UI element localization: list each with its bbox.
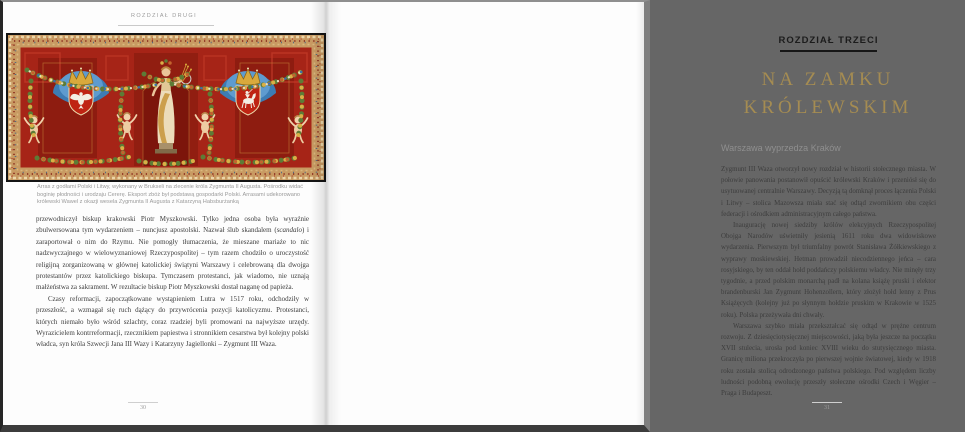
chapter-rule — [780, 50, 877, 52]
chapter-label: ROZDZIAŁ TRZECI — [778, 35, 879, 46]
page-number: 31 — [824, 405, 830, 411]
paragraph: Warszawa szybko miała przekształcać się odtąd w prężne centrum rozwoju. Z dziesięciotysięcznej miejscowości, jaką była jeszcze na początku XVII stulecia, urosła pod koniec XVIII wieku do stutysięcznego miasta. Granicę miliona przekroczyła po pierwszej wojnie światowej, kiedy w 1918 roku została stolicą odrodzonego państwa polskiego. Pod względem liczby ludności podobną ewolucję przeszły stołeczne ośrodki Czech i Węgier – Praga i Budapeszt. — [721, 322, 936, 398]
paragraph: Inaugurację nowej siedziby królów elekcyjnych Rzeczypospolitej Obojga Narodów uświetniły jesienią 1611 roku dwa widowiskowe wydarzenia. Pierwszym był triumfalny powrót Stanisława Żółkiewskiego z wyprawy moskiewskiej. Hetman prowadził niecodziennego jeńca – cara rosyjskiego, by ten oddał hołd poddańczy polskiemu władcy. Nie minęły trzy tygodnie, a przed polskim monarchą padł na kolana książę pruski i elektor brandenburski Jan Zygmunt Hohenzollern, który złożył hołd lenny z Prus Książęcych (kolejny już po słynnym hołdzie pruskim w Krakowie w 1525 roku). Polska przeżywała dni chwały. — [721, 222, 936, 319]
folio-rule — [812, 402, 842, 403]
page-edge-shadow — [636, 2, 644, 425]
page-number: 30 — [140, 405, 146, 411]
left-page — [3, 2, 325, 425]
left-body-text — [36, 214, 309, 351]
book-spread — [3, 2, 936, 425]
running-header-rule — [118, 25, 214, 26]
right-page — [325, 2, 936, 425]
right-folio — [797, 402, 857, 411]
image-caption: Arras z godłami Polski i Litwy, wykonany w Brukseli na zlecenie króla Zygmunta II Augusta. Pośrodku widać boginię płodności i urodzaju Cererę. Eksport zbóż był podstawą gospodarki Polski. Arrasami udekorowano królewski Wawel z okazji wesela Zygmunta II Augusta z Katarzyną Habsburżanką — [37, 184, 304, 206]
arras-tapestry-image — [6, 33, 326, 182]
running-header: ROZDZIAŁ DRUGI — [130, 13, 198, 19]
chapter-title-line2: KRÓLEWSKIM — [743, 97, 913, 118]
section-heading: Warszawa wyprzedza Kraków — [721, 143, 841, 153]
folio-rule — [128, 402, 158, 403]
crown-icon — [236, 69, 260, 85]
arras-tapestry-drawing — [8, 35, 324, 180]
chapter-title — [691, 66, 965, 122]
paragraph: Zygmunt III Waza otworzył nowy rozdział w historii stołecznego miasta. W połowie panowania postanowił opuścić królewski Kraków i przeniósł się do usytuowanej centralnie Warszawy. Decyzją tą domknął proces łączenia Polski i Litwy – stolica Mazowsza miała stać się odtąd zwornikiem obu części federacji i ośrodkiem administracyjnym całego państwa. — [721, 166, 936, 218]
paragraph-text: ) i zaraportował o nim do Rzymu. Nie pomogły tłumaczenia, że mieszane mariaże to nic nadzwyczajnego w wielowyznaniowej Rzeczypospolitej – tym razem chodziło o uroczystość religijną zorganizowaną w głównej katolickiej świątyni Warszawy i celebrowaną dla dwojga protestantów przez katolickiego biskupa. Tymczasem protestanci, jak wiadomo, nie uznają małżeństwa za sakrament. W rezultacie biskup Piotr Myszkowski dostał naganę od papieża. — [36, 226, 309, 292]
chapter-title-line1: NA ZAMKU — [761, 69, 895, 90]
paragraph-text: przewodniczył biskup krakowski Piotr Myszkowski. Tylko jedna osoba była wyraźnie zbulwersowana tym wydarzeniem – nuncjusz apostolski. Nazwał ślub skandalem ( — [36, 215, 309, 235]
crown-icon — [69, 69, 93, 85]
italic-term: scandalo — [276, 226, 302, 235]
paragraph — [36, 214, 309, 294]
left-folio — [113, 402, 173, 411]
paragraph: Czasy reformacji, zapoczątkowane wystąpieniem Lutra w 1517 roku, odchodziły w przeszłość, a wzmagał się ruch dążący do przywrócenia pozycji katolicyzmu. Protestanci, których niemało było wśród szlachty, coraz rzadziej byli promowani na najwyższe urzędy. Wyrazicielem kontrreformacji, rzecznikiem papiestwa i stronnikiem cesarstwa był kolejny polski władca, syn króla Szwecji Jana III Wazy i Katarzyny Jagiellonki – Zygmunt III Waza. — [36, 294, 309, 349]
right-body-text — [721, 164, 936, 399]
